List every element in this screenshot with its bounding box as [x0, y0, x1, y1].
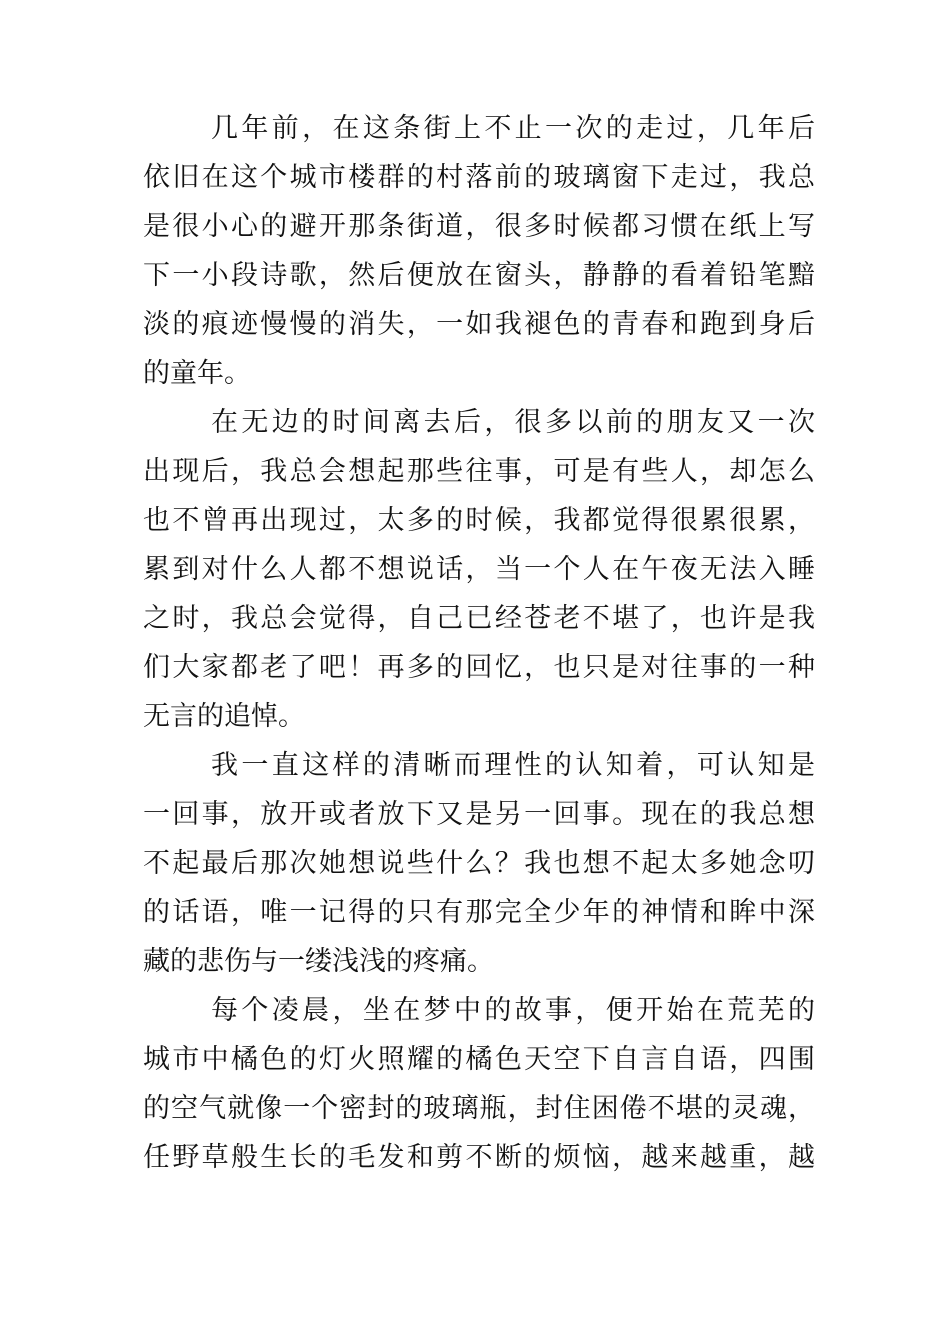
text-line: 藏的悲伤与一缕浅浅的疼痛。 — [143, 946, 494, 977]
text-line: 出现后，我总会想起那些往事，可是有些人，却怎么 — [143, 456, 815, 487]
text-line: 无言的追悼。 — [143, 701, 305, 732]
text-line: 的空气就像一个密封的玻璃瓶，封住困倦不堪的灵魂， — [143, 1093, 815, 1124]
paragraph-3 — [143, 741, 815, 986]
text-line: 几年前，在这条街上不止一次的走过，几年后 — [211, 113, 815, 144]
text-line: 淡的痕迹慢慢的消失，一如我褪色的青春和跑到身后 — [143, 309, 815, 340]
text-line: 下一小段诗歌，然后便放在窗头，静静的看着铅笔黯 — [143, 260, 815, 291]
text-line: 依旧在这个城市楼群的村落前的玻璃窗下走过，我总 — [143, 162, 815, 193]
text-line: 也不曾再出现过，太多的时候，我都觉得很累很累， — [143, 505, 815, 536]
paragraph-1 — [143, 104, 815, 398]
text-line: 的话语，唯一记得的只有那完全少年的神情和眸中深 — [143, 897, 815, 928]
text-line: 城市中橘色的灯火照耀的橘色天空下自言自语，四围 — [143, 1044, 815, 1075]
paragraph-2 — [143, 398, 815, 741]
paragraph-4 — [143, 986, 815, 1182]
text-line: 的童年。 — [143, 358, 251, 389]
text-line: 之时，我总会觉得，自己已经苍老不堪了，也许是我 — [143, 603, 815, 634]
text-line: 不起最后那次她想说些什么？我也想不起太多她念叨 — [143, 848, 815, 879]
text-line: 是很小心的避开那条街道，很多时候都习惯在纸上写 — [143, 211, 815, 242]
text-line: 们大家都老了吧！再多的回忆，也只是对往事的一种 — [143, 652, 815, 683]
document-body — [143, 104, 815, 1182]
text-line: 每个凌晨，坐在梦中的故事，便开始在荒芜的 — [211, 995, 815, 1026]
text-line: 在无边的时间离去后，很多以前的朋友又一次 — [211, 407, 815, 438]
text-line: 我一直这样的清晰而理性的认知着，可认知是 — [211, 750, 815, 781]
text-line: 任野草般生长的毛发和剪不断的烦恼，越来越重，越 — [143, 1142, 815, 1173]
text-line: 一回事，放开或者放下又是另一回事。现在的我总想 — [143, 799, 815, 830]
text-line: 累到对什么人都不想说话，当一个人在午夜无法入睡 — [143, 554, 815, 585]
